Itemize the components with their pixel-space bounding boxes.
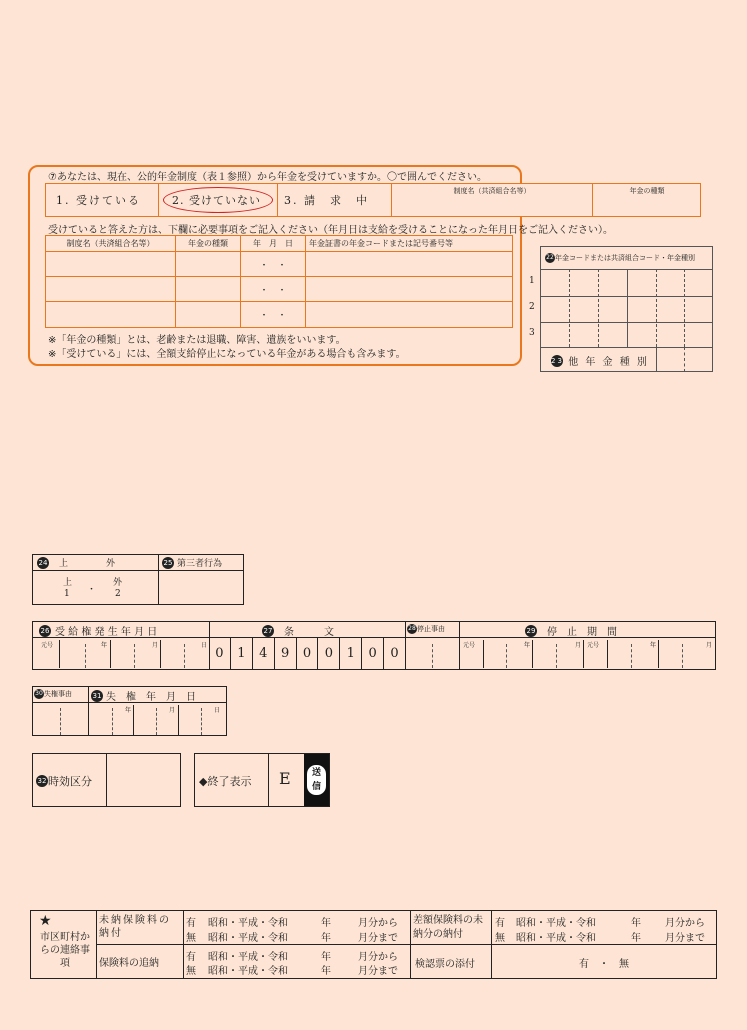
era-label-29b: 元号: [587, 642, 600, 649]
r1-none[interactable]: 無: [186, 933, 196, 944]
label-29: 停 止 期 間: [547, 627, 617, 638]
end-box: [194, 753, 330, 807]
q7-instruction: 受けていると答えた方は、下欄に必要事項をご記入ください（年月日は支給を受けることになった年月日をご記入ください）。: [48, 225, 613, 236]
header-25: [162, 556, 222, 569]
row-26-29: [32, 621, 716, 670]
label-27: 条 文: [284, 627, 334, 638]
end-value: E: [279, 769, 291, 788]
note-pension-type: ※「年金の種類」とは、老齢または退職、障害、遺族をいいます。: [48, 335, 346, 346]
era-label-29a: 元号: [463, 642, 476, 649]
digit-8[interactable]: 0: [362, 638, 384, 669]
r1-to: 月分まで: [358, 933, 398, 944]
pension-code-box: [540, 246, 713, 372]
day-label-31: 日: [214, 707, 221, 714]
era-label-26: 元号: [41, 642, 54, 649]
row-num-1: 1: [529, 276, 535, 286]
month-label-29b: 月: [706, 642, 713, 649]
r3-year-to: 年: [631, 933, 641, 944]
year-label-31: 年: [125, 707, 132, 714]
row-30-31: [32, 686, 227, 736]
value-sep: ・: [87, 585, 97, 595]
header-pension-type: 年金の種類: [629, 187, 665, 195]
label-28: 停止事由: [417, 625, 445, 633]
r2-era-from: 昭和・平成・令和: [208, 952, 288, 963]
r2-none[interactable]: 無: [186, 966, 196, 977]
num-27: 27: [263, 626, 273, 635]
digit-5[interactable]: 0: [297, 638, 319, 669]
r3-era-from: 昭和・平成・令和: [516, 918, 596, 929]
th-pension-type: 年金の種類: [188, 239, 228, 248]
label-24-right: 外: [106, 559, 116, 569]
send-button[interactable]: [304, 754, 329, 806]
day-label-26: 日: [201, 642, 208, 649]
cert-label: 検認票の添付: [415, 959, 475, 970]
num-24: 24: [38, 558, 48, 567]
header-29: [525, 623, 617, 638]
q7-question: [48, 168, 487, 183]
digit-9[interactable]: 0: [390, 646, 399, 661]
q7-question-text: あなたは、現在、公的年金制度（表１参照）から年金を受けていますか。〇で囲んでください。: [56, 172, 487, 183]
q7-number: ⑦: [48, 172, 57, 183]
num-31: 31: [92, 691, 102, 700]
r2-year-from: 年: [321, 952, 331, 963]
jikou-label-text: 時効区分: [48, 775, 92, 788]
num-29: 29: [526, 626, 536, 635]
header-28: [407, 624, 445, 634]
num-22: 22: [546, 254, 554, 261]
pension-code-title-text: 年金コードまたは共済組合コード・年金種別: [555, 254, 695, 262]
label-third-party: 第三者行為: [177, 559, 223, 569]
send-label: 送信: [311, 768, 321, 792]
header-31: [91, 688, 196, 703]
other-pension-type-text: 他 年 金 種 別: [568, 357, 649, 368]
r2-from: 月分から: [358, 952, 398, 963]
num-32: 32: [37, 777, 47, 785]
note-receiving: ※「受けている」には、全額支給停止になっている年金がある場合も含みます。: [48, 349, 406, 360]
r3-has[interactable]: 有: [495, 918, 505, 929]
r2-to: 月分まで: [358, 966, 398, 977]
article-digits: [209, 638, 405, 669]
r3-from: 月分から: [665, 918, 705, 929]
unpaid-label: 未納保険料の納付: [99, 915, 171, 939]
r1-year-from: 年: [321, 918, 331, 929]
box-24-25: [32, 554, 244, 605]
num-30: 30: [35, 690, 43, 697]
digit-6[interactable]: 0: [318, 638, 340, 669]
num-25: 25: [163, 558, 173, 567]
date-dots-2[interactable]: ・ ・: [259, 286, 287, 296]
value-out[interactable]: 外: [113, 578, 123, 588]
q7-options-box: [45, 183, 701, 217]
num-26: 26: [40, 626, 50, 635]
num-23: 23: [551, 356, 564, 365]
r3-era-to: 昭和・平成・令和: [516, 933, 596, 944]
r2-year-to: 年: [321, 966, 331, 977]
month-label-29a: 月: [575, 642, 582, 649]
year-label-26: 年: [101, 642, 108, 649]
digit-2[interactable]: 1: [231, 638, 253, 669]
value-up[interactable]: 上: [63, 578, 73, 588]
side-label: 市区町村からの連絡事項: [40, 932, 90, 969]
option-claiming[interactable]: 3. 請 求 中: [284, 194, 369, 207]
value-n1: 1: [64, 589, 70, 599]
value-n2: 2: [115, 589, 121, 599]
r2-era-to: 昭和・平成・令和: [208, 966, 288, 977]
q7-table: [45, 235, 513, 328]
header-30: [34, 689, 72, 699]
label-31: 失 権 年 月 日: [106, 692, 196, 703]
r1-era-to: 昭和・平成・令和: [208, 933, 288, 944]
header-26: [39, 623, 157, 638]
label-24-left: 上: [59, 559, 69, 569]
r1-era-from: 昭和・平成・令和: [208, 918, 288, 929]
month-label-26: 月: [152, 642, 159, 649]
diff-label: 差額保険料の未納分の納付: [413, 915, 483, 940]
jikou-label: [36, 773, 92, 789]
row-num-3: 3: [529, 328, 535, 338]
jikou-box: [32, 753, 181, 807]
label-30: 失権事由: [44, 690, 72, 698]
year-label-29a: 年: [524, 642, 531, 649]
th-code: 年金証書の年金コードまたは記号番号等: [309, 239, 453, 248]
th-system-name: 制度名（共済組合名等）: [66, 239, 155, 248]
digit-3[interactable]: 4: [253, 638, 275, 669]
header-system-name: 制度名（共済組合名等）: [453, 187, 531, 195]
header-27: [262, 623, 334, 638]
month-label-31: 月: [169, 707, 176, 714]
star-icon: ★: [39, 913, 52, 929]
r3-to: 月分まで: [665, 933, 705, 944]
digit-7[interactable]: 1: [340, 638, 362, 669]
option-receiving[interactable]: 1. 受けている: [56, 194, 141, 207]
r3-year-from: 年: [631, 918, 641, 929]
pension-code-title: [545, 253, 695, 263]
r1-from: 月分から: [358, 918, 398, 929]
row-num-2: 2: [529, 302, 535, 312]
r1-year-to: 年: [321, 933, 331, 944]
back-pay-label: 保険料の追納: [99, 958, 159, 969]
r2-has[interactable]: 有: [186, 952, 196, 963]
label-26: 受 給 権 発 生 年 月 日: [55, 627, 158, 638]
digit-4[interactable]: 9: [275, 638, 297, 669]
cert-value[interactable]: 有 ・ 無: [579, 959, 629, 970]
header-24: [37, 556, 155, 569]
date-dots-3[interactable]: ・ ・: [259, 311, 287, 321]
year-label-29b: 年: [650, 642, 657, 649]
r3-none[interactable]: 無: [495, 933, 505, 944]
other-pension-type-label: [551, 353, 649, 368]
date-dots-1[interactable]: ・ ・: [259, 261, 287, 271]
num-28: 28: [408, 625, 416, 632]
end-label: ◆終了表示: [199, 775, 252, 788]
digit-1[interactable]: 0: [209, 638, 231, 669]
option-not-receiving[interactable]: 2. 受けていない: [172, 194, 261, 207]
r1-has[interactable]: 有: [186, 918, 196, 929]
th-date: 年 月 日: [253, 239, 293, 248]
footer-table: [30, 910, 717, 979]
